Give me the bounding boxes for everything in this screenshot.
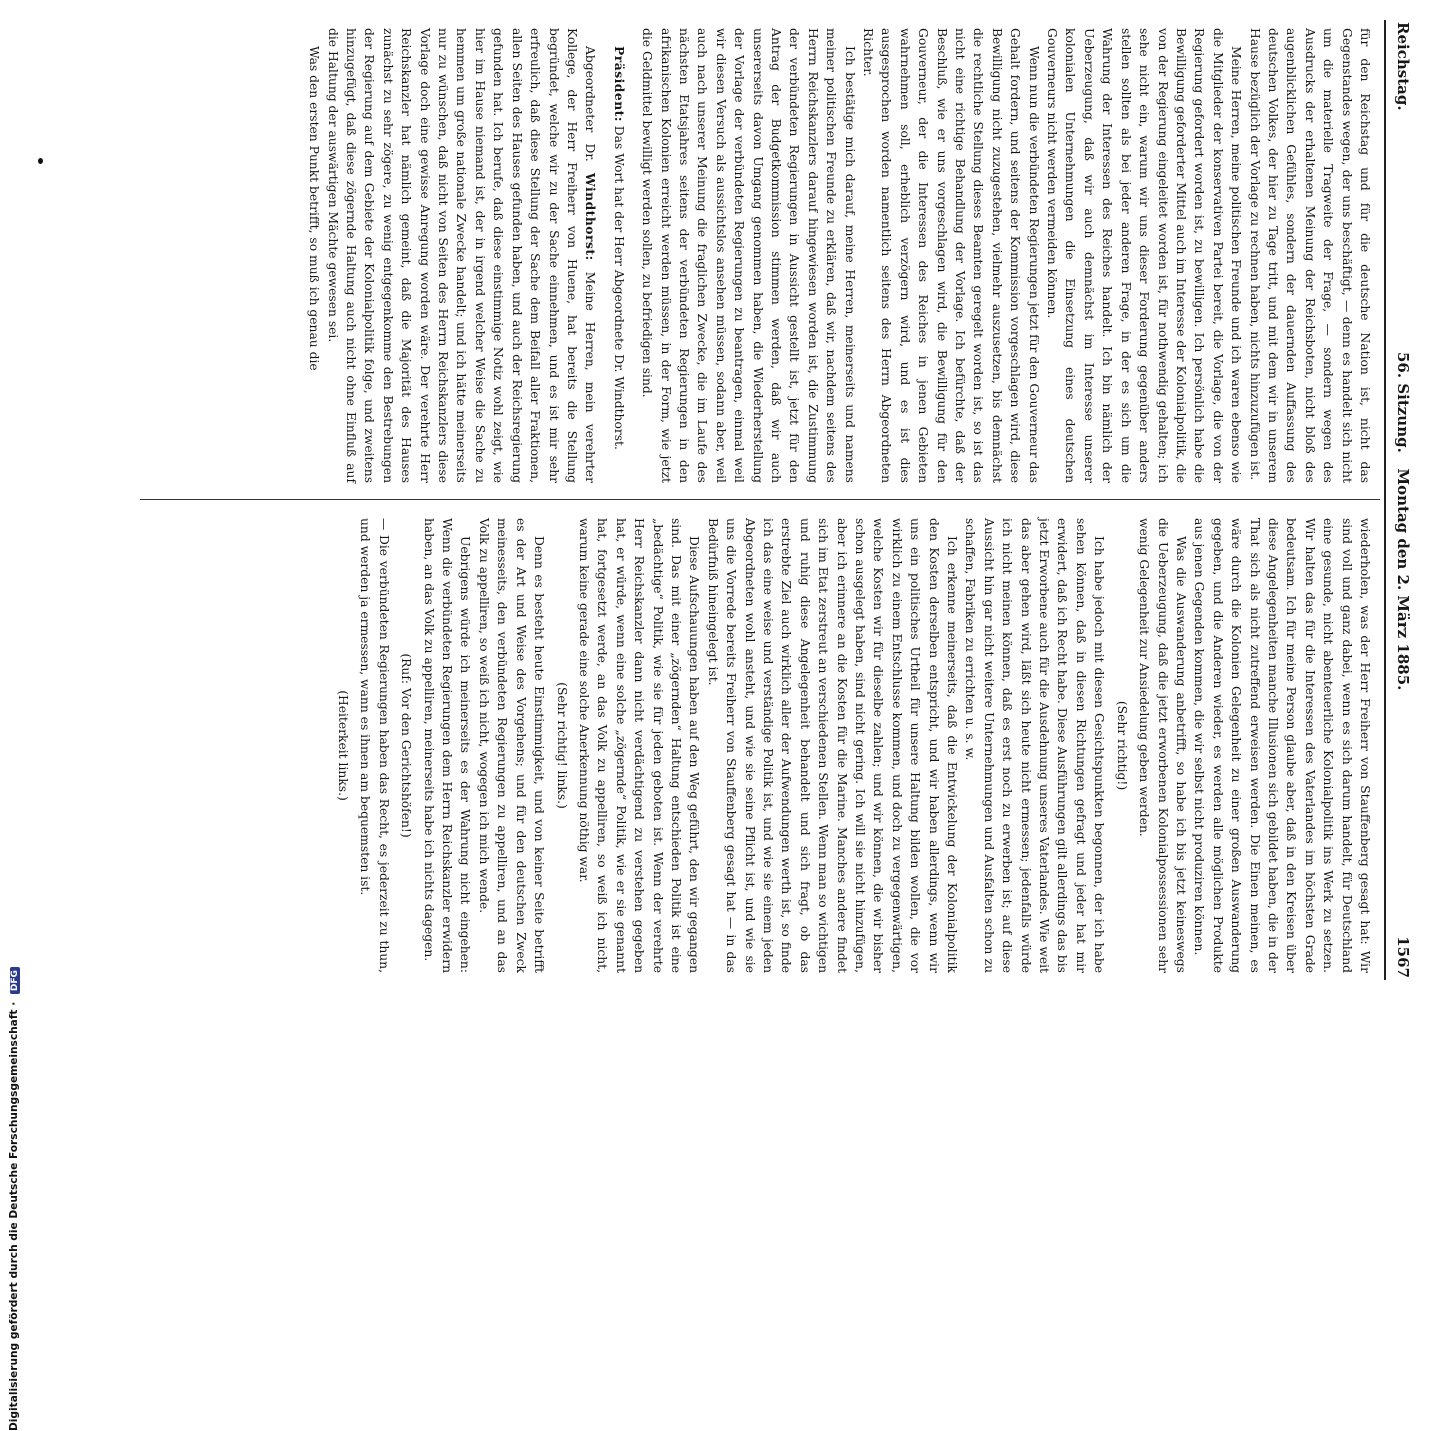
- right-column: [330, 518, 1374, 973]
- column-divider: [140, 499, 1380, 500]
- paragraph: Denn es besteht heute Einstimmigkeit, und von keiner Seite betrifft es der Art und Weise des Vorgehens; und für den deutschen Zweck meinesseits, den verbündeten Regierungen zu appelliren, und an das Volk zu appelliren, so weiß ich nicht, wogegen ich mich wende.: [475, 518, 549, 973]
- paragraph: Meine Herren, meine politischen Freunde und ich waren ebenso wie die Mitglieder der konservativen Partei bereit, die Vorlage, die von der Regierung gefordert worden ist, zu bewilligen. Ich persönlich habe die Bewilligung geforderter Mittel auch im Interesse der Kolonialpolitik, die von der Regierung eingeleitet worden ist, für nothwendig gehalten; ich sehe nicht ein, warum wir uns dieser Forderung gegenüber anders stellen sollten als bei jeder anderen Frage, in der es sich um die Wahrung der Interessen des Reiches handelt. Ich bin nämlich der Ueberzeugung, daß wir auch demnächst im Interesse unserer kolonialen Unternehmungen die Einsetzung eines deutschen Gouverneurs nicht werden vermeiden können.: [1043, 28, 1245, 483]
- stage-direction: (Heiterkeit links.): [334, 518, 352, 973]
- page-number: 1567: [1394, 936, 1412, 978]
- digitization-credit-text: Digitalisierung gefördert durch die Deutsche Forschungsgemeinschaft · DFG: [8, 1001, 20, 1431]
- paragraph: Ich erkenne meinerseits, daß die Entwickelung der Kolonialpolitik den Kosten derselben entspricht, und wir haben allerdings, wenn wir uns ein politisches Urtheil für unsere Haltung bilden wollen, die vor wirklich zu einem Entschlusse kommen, und doch zu vergegenwärtigen, welche Kosten wir für dieselbe zahlen; und wir können, die wir bisher schon ausgelegt haben, sind nicht gering. Ich will sie nicht hinzufügen, aber ich erinnere an die Kosten für die Marine. Manches andere findet sich im Etat zerstreut an verschiedenen Stellen. Wenn man so wichtigen und ruhig diese Angelegenheit behandelt und sich fragt, ob das erstrebte Ziel auch wirklich aller der Aufwendungen werth ist, so finde ich das eine weise und verständige Politik ist, und wie sie einem jeden Abgeordneten wohl ansteht, und wie sie seine Pflicht ist, und wie sie uns die Vorrede bereits Freiherr von Stauffenberg gesagt hat — in das Bedürfniß hineingelegt ist.: [703, 518, 961, 973]
- speaker-text: Das Wort hat der Herr Abgeordnete Dr. Windthorst.: [612, 126, 626, 450]
- left-column: [305, 28, 1374, 483]
- paragraph: Diese Aufschauungen haben auf den Weg geführt, den wir gegangen sind. Das mit einer „zögernden“ Haltung entschieden Politik ist eine „bedächtige“ Politik, wie sie für jeden geboten ist. Wenn der verehrte Herr Reichskanzler dann nicht verdächtigend zu verstehen gegeben hat, er würde, wenn eine solche „zögernde“ Politik, wie er sie genannt hat, fortgesetzt werde, an das Volk zu appelliren, so weiß ich nicht, warum keine gerade eine solche Anerkennung nöthig war.: [575, 518, 704, 973]
- paragraph: — Die verbündeten Regierungen haben das Recht, es jederzeit zu thun, und werden ja ermessen, wann es ihnen am bequemsten ist.: [356, 518, 393, 973]
- stage-direction: (Sehr richtig! links.): [552, 518, 570, 973]
- speaker-intro: Abgeordneter Dr.: [583, 46, 597, 162]
- header-date: Montag den 2. März 1885.: [1394, 469, 1412, 691]
- paragraph: wiederholen, was der Herr Freiherr von Stauffenberg gesagt hat: Wir sind voll und ganz dabei, wenn es sich darum handelt, für Deutschland eine gesunde, nicht abenteuerliche Kolonialpolitik ins Werk zu setzen. Wir halten das für die Interessen des Vaterlandes im höchsten Grade bedeutsam. Ich für meine Person glaube aber, daß in den Kreisen über diese Angelegenheiten manche Illusionen sich gebildet haben, die in der That sich als nicht zutreffend erweisen werden. Die Einen meinen, es wäre durch die Kolonien Gelegenheit zu einer großen Auswanderung gegeben, und die Anderen wieder, es werden alle möglichen Produkte aus jenen Gegenden kommen, die wir selbst nicht produziren können.: [1190, 518, 1374, 973]
- stage-direction: (Sehr richtig!): [1112, 518, 1130, 973]
- speaker-windthorst: [323, 28, 599, 483]
- header-session-text: 56. Sitzung.: [1394, 352, 1412, 453]
- ink-dot: [38, 158, 43, 164]
- speaker-text: Meine Herren, mein verehrter Kollege, der Herr Freiherr von Huene, hat bereits die Stellung begründet, welche wir zu der Sache einnehmen, und es ist mir sehr erfreulich, daß diese Stellung der Sache dem Beifall aller Fraktionen, allen Seiten des Hauses gefunden haben, und auch der Reichsregierung gefunden hat. Ich berufe, daß diese einstimmige Notiz wohl zeigt, wie hier im Hause niemand ist, der in irgend welcher Weise die Sache zu hemmen um große nationale Zwecke handelt; und ich hätte meinerseits nur zu wünschen, daß nicht von Seiten des Herrn Reichskanzlers diese Vorlage doch eine gewisse Anregung worden wäre. Der verehrte Herr Reichskanzler hat nämlich gemeint, daß die Majorität des Hauses zunächst zu sehr zögere, zu wenig entgegenkomme den Bestrebungen der Regierung auf dem Gebiete der Kolonialpolitik folge, und zweitens hinzugefügt, daß diese zögernde Haltung auch nicht ohne Einfluß auf die Haltung der auswärtigen Mächte gewesen sei.: [326, 28, 598, 483]
- paragraph: Was den ersten Punkt betrifft, so muß ich genau die: [305, 28, 323, 483]
- header-session: [1394, 352, 1412, 690]
- paragraph: für den Reichstag und für die deutsche Nation ist, nicht das Gegenstandes wegen, der uns beschäftigt, — denn es handelt sich nicht um die materielle Tragweite der Frage, — sondern wegen des Ausdrucks der erhaltenen Meinung der Reichsboten, nicht bloß des augenblicklichen Gefühles, sondern der dauernden Auffassung des deutschen Volkes, der hier zu Tage tritt, und mit dem wir in unserem Hause bezüglich der Vorlage zu rechnen haben, nichts hinzuzufügen ist.: [1245, 28, 1374, 483]
- header-rule: [1384, 20, 1386, 980]
- speaker-role: Präsident:: [612, 46, 627, 122]
- paragraph: Ich bestätige mich darauf, meine Herren, meinerseits und namens meiner politischen Freunde zu erklären, daß wir, nachdem seitens des Herrn Reichskanzlers darauf hingewiesen worden ist, die Zustimmung der verbündeten Regierungen in Aussicht gestellt ist, jetzt für den Antrag der Budgetkommission stimmen werden, daß wir auch unsererseits davon Umgang genommen haben, die Wiederherstellung der Vorlage der verbündeten Regierungen zu beantragen, einmal weil wir diesen Versuch als aussichtslos ansehen müssen, sodann aber, weil auch nach unserer Meinung die fraglichen Zwecke, die im Laufe des nächsten Etatsjahres seitens der verbündeten Regierungen in den afrikanischen Kolonien erreicht werden müssen, in der Form, wie jetzt die Geldmittel bewilligt werden sollen, zu befriedigen sind.: [638, 28, 859, 483]
- stage-direction: (Ruf: Vor den Gerichtshöfen!): [397, 518, 415, 973]
- paragraph: Was die Auswanderung anbetrifft, so habe ich bis jetzt keineswegs die Ueberzeugung, daß die jetzt erworbenen Kolonialpossessionen sehr wenig Gelegenheit zur Ansiedelung geben werden.: [1135, 518, 1190, 973]
- credit-text: Digitalisierung gefördert durch die Deutsche Forschungsgemeinschaft: [8, 1010, 20, 1431]
- header-left-title: Reichstag.: [1394, 22, 1412, 111]
- speaker-name: Windthorst:: [583, 173, 598, 261]
- paragraph: Uebrigens würde ich meinerseits es der Wahrung nicht eingehen: Wenn die verbündeten Regierungen dem Herrn Reichskanzler erwidern haben, an das Volk zu appelliren, meinerseits habe ich nichts dagegen.: [419, 518, 474, 973]
- page-header: [1388, 22, 1412, 978]
- speaker-president: [609, 28, 627, 483]
- digitization-credit: [0, 995, 20, 1431]
- dfg-logo-icon: DFG: [10, 967, 20, 994]
- paragraph: Wenn nun die verbündeten Regierungen jetzt für den Gouverneur das Gehalt fordern, und seitens der Kommission vorgeschlagen wird, diese Bewilligung nicht zuzugestehen, vielmehr auszusetzen, bis demnächst die rechtliche Stellung dieses Beamten geregelt worden ist, so ist das nicht eine richtige Behandlung der Vorlage. Ich befürchte, daß der Beschluß, wie er uns vorgeschlagen wird, die Bewilligung für den Gouverneur, der die Interessen des Reiches in jenen Gebieten wahrnehmen soll, erheblich verzögern wird, und es ist dies ausgesprochen worden namentlich seitens des Herrn Abgeordneten Richter.: [859, 28, 1043, 483]
- paragraph: Ich habe jedoch mit diesen Gesichtspunkten begonnen, der ich habe sehen können, daß in diesen Richtungen gefragt und jeder hat mir erwidert, daß ich Recht habe. Diese Ausführungen gilt allerdings das bis jetzt Erworbene auch für die Ausdehnung unseres Vaterlandes. Wie weit das aber gehen wird, läßt sich heute nicht ermessen; jedenfalls würde ich nicht meinen können, daß es erst noch zu erwerben ist; auf diese Aussicht hin gar nicht weitere Unternehmungen und Ausfalten schon zu schaffen, Fabriken zu errichten u. s. w.: [961, 518, 1108, 973]
